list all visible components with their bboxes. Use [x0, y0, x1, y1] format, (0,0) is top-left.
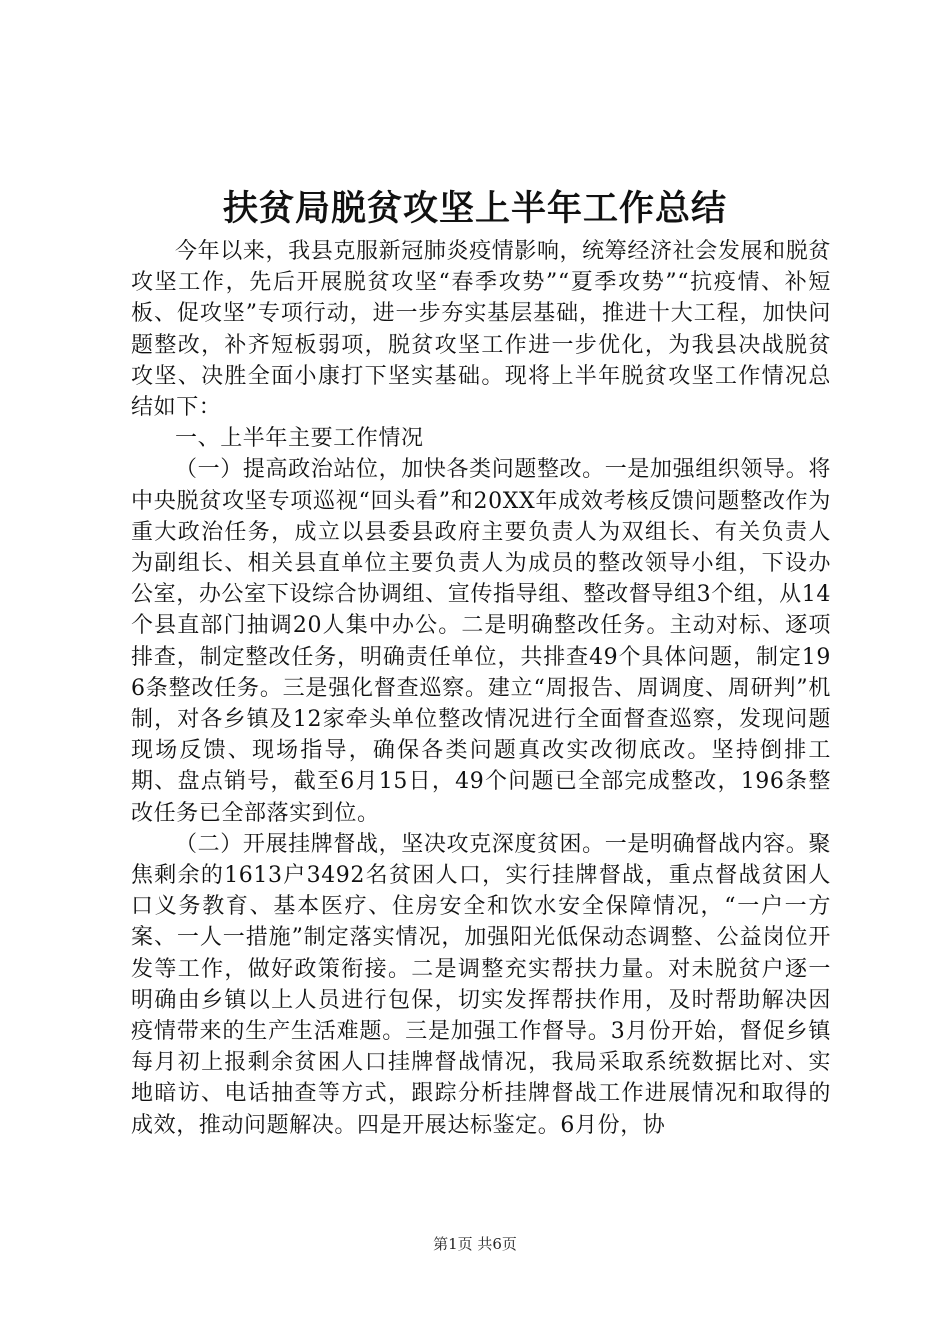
section-heading: 一、上半年主要工作情况 — [175, 426, 424, 452]
section-1-paragraph: （一）提高政治站位，加快各类问题整改。一是加强组织领导。将中央脱贫攻坚专项巡视“回头看”和20XX年成效考核反馈问题整改作为重大政治任务，成立以县委县政府主要负责人为双组长、有关负责人为副组长、相关县直单位主要负责人为成员的整改领导小组，下设办公室，办公室下设综合协调组、宣传指导组、整改督导组3个组，从14个县直部门抽调20人集中办公。二是明确整改任务。主动对标、逐项排查，制定整改任务，明确责任单位，共排查49个具体问题，制定196条整改任务。三是强化督查巡察。建立“周报告、周调度、周研判”机制，对各乡镇及12家牵头单位整改情况进行全面督查巡察，发现问题现场反馈、现场指导，确保各类问题真改实改彻底改。坚持倒排工期、盘点销号，截至6月15日，49个问题已全部完成整改，196条整改任务已全部落实到位。 — [131, 457, 831, 826]
intro-paragraph: 今年以来，我县克服新冠肺炎疫情影响，统筹经济社会发展和脱贫攻坚工作，先后开展脱贫攻坚“春季攻势”“夏季攻势”“抗疫情、补短板、促攻坚”专项行动，进一步夯实基层基础，推进十大工程，加快问题整改，补齐短板弱项，脱贫攻坚工作进一步优化，为我县决战脱贫攻坚、决胜全面小康打下坚实基础。现将上半年脱贫攻坚工作情况总结如下： — [131, 239, 831, 421]
document-title: 扶贫局脱贫攻坚上半年工作总结 — [222, 188, 727, 229]
section-2-paragraph: （二）开展挂牌督战，坚决攻克深度贫困。一是明确督战内容。聚焦剩余的1613户3492名贫困人口，实行挂牌督战，重点督战贫困人口义务教育、基本医疗、住房安全和饮水安全保障情况，“一户一方案、一人一措施”制定落实情况，加强阳光低保动态调整、公益岗位开发等工作，做好政策衔接。二是调整充实帮扶力量。对未脱贫户逐一明确由乡镇以上人员进行包保，切实发挥帮扶作用，及时帮助解决因疫情带来的生产生活难题。三是加强工作督导。3月份开始，督促乡镇每月初上报剩余贫困人口挂牌督战情况，我局采取系统数据比对、实地暗访、电话抽查等方式，跟踪分析挂牌督战工作进展情况和取得的成效，推动问题解决。四是开展达标鉴定。6月份，协 — [131, 831, 831, 1138]
page-footer: 第1页 共6页 — [433, 1235, 517, 1253]
document-body — [131, 236, 831, 1141]
